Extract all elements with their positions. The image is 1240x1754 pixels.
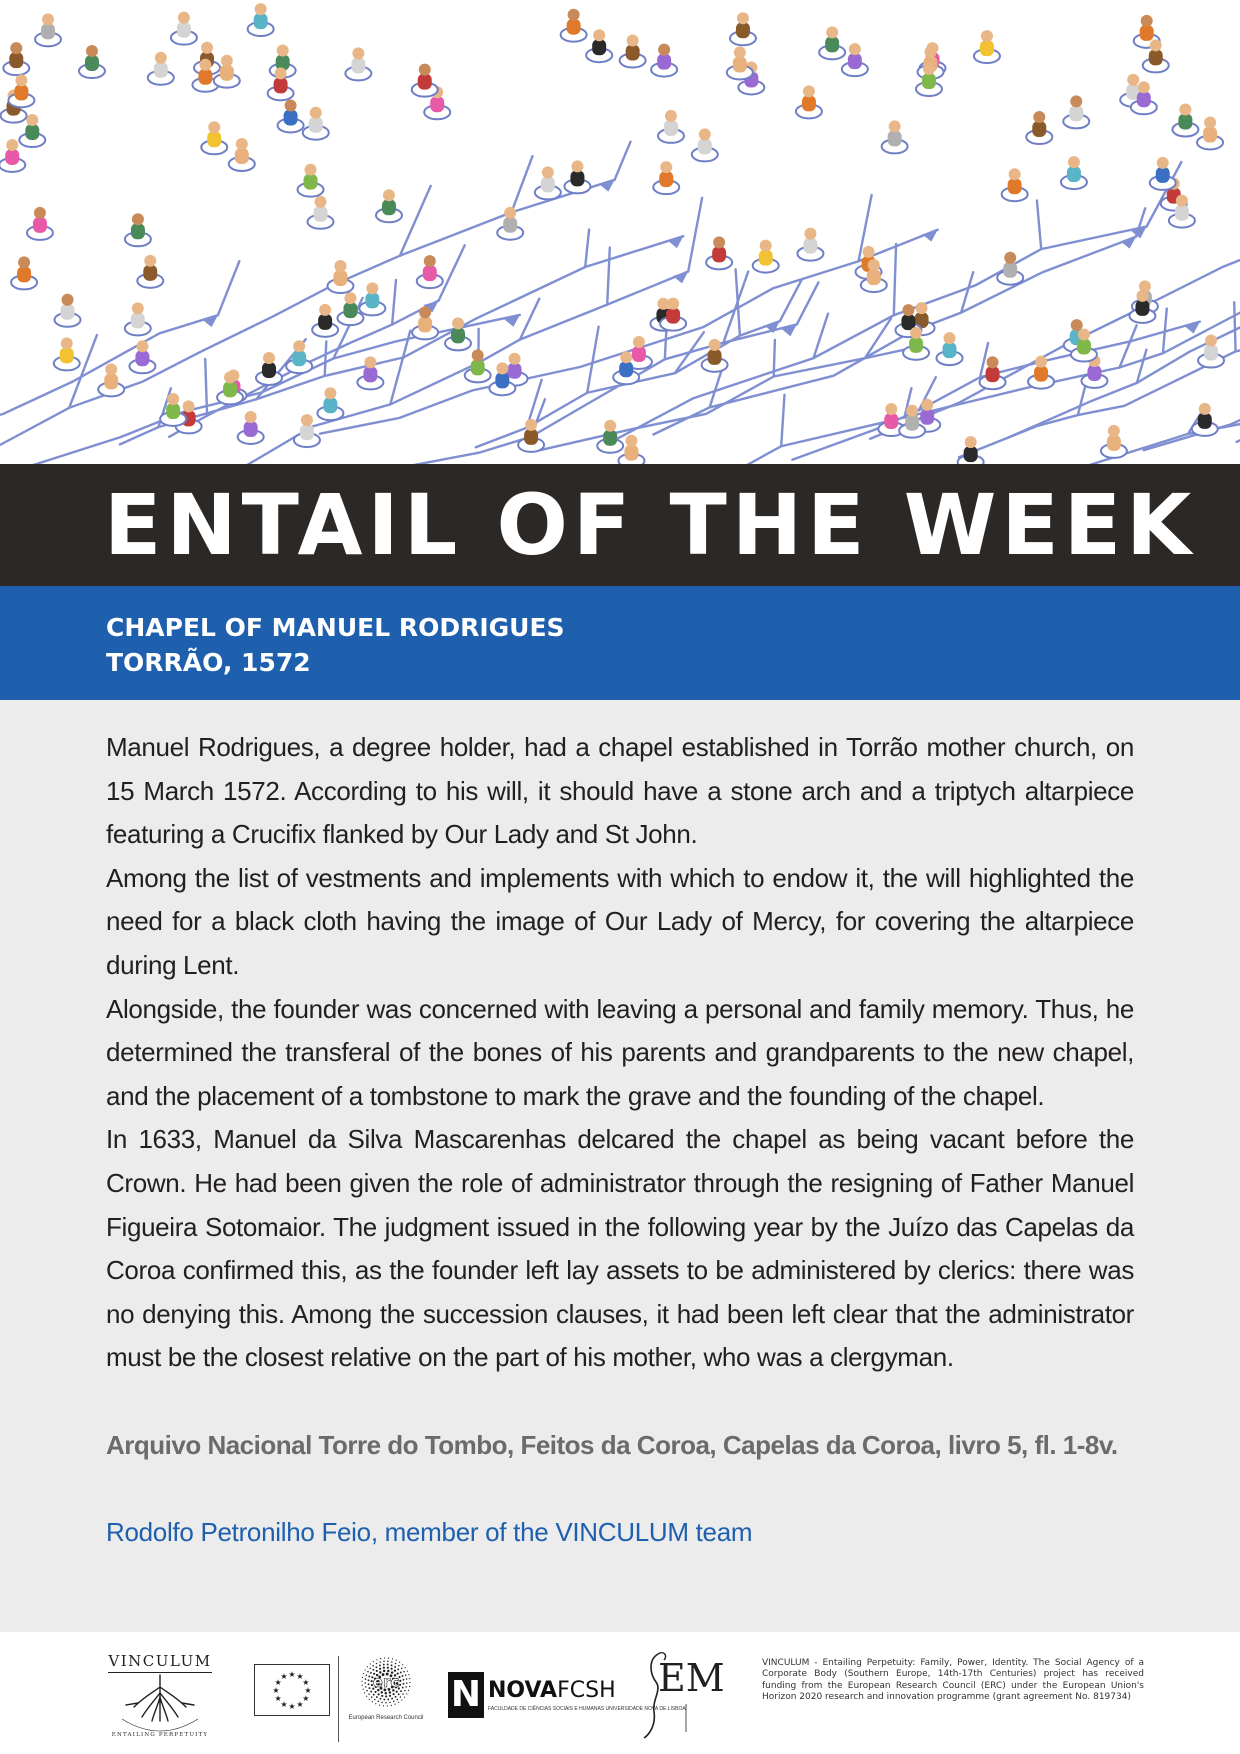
vinculum-logo-name: VINCULUM xyxy=(108,1652,212,1673)
vinculum-logo xyxy=(108,1652,212,1742)
hero-network-illustration xyxy=(0,0,1240,464)
source-citation: Arquivo Nacional Torre do Tombo, Feitos da Coroa, Capelas da Coroa, livro 5, fl. 1-8v. xyxy=(106,1430,1118,1460)
erc-mark: erc xyxy=(372,1673,400,1691)
erc-dots-icon xyxy=(346,1654,426,1710)
eu-star-icon: ★ xyxy=(288,1702,296,1711)
nova-fcsh-logo xyxy=(448,1672,686,1724)
eu-star-icon: ★ xyxy=(272,1686,280,1695)
nova-word-bold: NOVA xyxy=(488,1678,558,1703)
paragraph-3: Alongside, the founder was concerned with leaving a personal and family memory. Thus, he determined the transferal of the bones of his parents and grandparents to the new chapel, and the placement of a tombstone to mark the grave and the founding of the chapel. xyxy=(106,993,1134,1111)
nova-word-light: FCSH xyxy=(557,1678,616,1703)
author-credit: Rodolfo Petronilho Feio, member of the VINCULUM team xyxy=(106,1517,753,1547)
funding-statement: VINCULUM - Entailing Perpetuity: Family, Power, Identity. The Social Agency of a Corporate Body (Southern Europe, 14th-17th Centuries) project has received funding from the European Research Council (ERC) under the European Union's Horizon 2020 research and innovation programme (grant agreement No. 819734) xyxy=(762,1658,1144,1703)
subtitle-bar xyxy=(0,586,1240,700)
paragraph-1: Manuel Rodrigues, a degree holder, had a chapel established in Torrão mother church, on 15 March 1572. According to his will, it should have a stone arch and a triptych altarpiece featuring a Crucifix flanked by Our Lady and St John. xyxy=(106,732,1134,850)
eu-star-icon: ★ xyxy=(274,1694,282,1703)
logo-divider xyxy=(338,1656,339,1742)
erc-caption: European Research Council xyxy=(348,1715,424,1721)
eu-star-icon: ★ xyxy=(296,1699,304,1709)
nova-caption: FACULDADE DE CIÊNCIAS SOCIAIS E HUMANAS UNIVERSIDADE NOVA DE LISBOA xyxy=(488,1706,686,1712)
eu-star-icon: ★ xyxy=(302,1694,310,1703)
title-bar xyxy=(0,464,1240,586)
erc-logo xyxy=(346,1654,426,1744)
eu-star-icon: ★ xyxy=(274,1678,282,1687)
paragraph-4: In 1633, Manuel da Silva Mascarenhas delcared the chapel as being vacant before the Crown. He had been given the role of administrator through the resigning of Father Manuel Figueira Sotomaior. The judgment issued in the following year by the Juízo das Capelas da Coroa confirmed this, as the founder left lay assets to be administered by clerics: there was no denying this. Among the succession clauses, it had been left clear that the administrator must be the closest relative on the part of his mother, who was a clergyman. xyxy=(106,1124,1134,1373)
iem-logo xyxy=(640,1646,725,1746)
eu-flag-icon xyxy=(254,1664,330,1716)
eu-star-icon: ★ xyxy=(288,1670,296,1679)
body-text xyxy=(106,726,1134,1380)
paragraph-2: Among the list of vestments and implements with which to endow it, the will highlighted the need for a black cloth having the image of Our Lady of Mercy, for covering the altarpiece during Lent. xyxy=(106,862,1134,980)
eu-star-icon: ★ xyxy=(302,1678,310,1687)
vinculum-tagline: ENTAILING PERPETUITY xyxy=(111,1732,209,1738)
eu-star-icon: ★ xyxy=(296,1672,304,1682)
footer xyxy=(0,1632,1240,1754)
eu-star-icon: ★ xyxy=(304,1686,312,1695)
page-title: ENTAIL OF THE WEEK xyxy=(104,476,1197,574)
eu-star-icon: ★ xyxy=(280,1699,288,1709)
eu-star-icon: ★ xyxy=(280,1672,288,1682)
nova-mark: N xyxy=(448,1672,484,1718)
tree-roots-icon xyxy=(108,1673,212,1739)
subtitle-chapel: CHAPEL OF MANUEL RODRIGUES xyxy=(106,613,565,642)
subtitle-place-year: TORRÃO, 1572 xyxy=(106,648,311,677)
nova-wordmark xyxy=(488,1678,616,1703)
iem-mark: EM xyxy=(658,1656,725,1700)
